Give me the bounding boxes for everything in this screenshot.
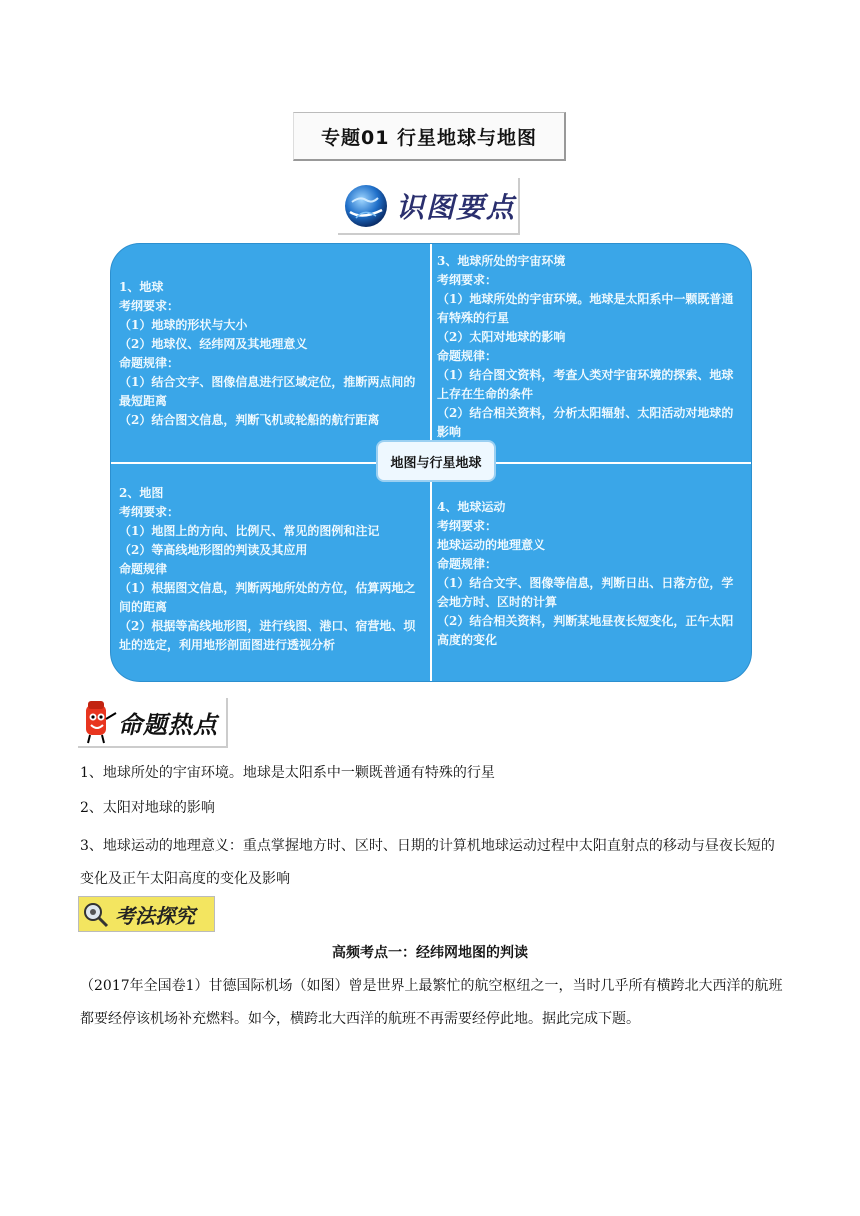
requirement-item: （2）太阳对地球的影响 bbox=[437, 330, 566, 344]
exam-method-badge bbox=[78, 896, 215, 932]
quadrant-earth bbox=[119, 278, 419, 430]
requirement-item: （2）地球仪、经纬网及其地理意义 bbox=[119, 337, 308, 351]
rule-item: （2）结合相关资料，分析太阳辐射、太阳活动对地球的影响 bbox=[437, 406, 734, 439]
requirement-item: （2）等高线地形图的判读及其应用 bbox=[119, 543, 308, 557]
magnifier-icon bbox=[81, 900, 109, 928]
quadrant-title: 3、地球所处的宇宙环境 bbox=[437, 254, 566, 268]
map-points-badge bbox=[338, 178, 520, 235]
quadrant-title: 4、地球运动 bbox=[437, 500, 506, 514]
hot-topics-badge bbox=[78, 698, 228, 748]
quadrant-title: 2、地图 bbox=[119, 486, 164, 500]
mind-map-center-node: 地图与行星地球 bbox=[376, 440, 496, 482]
mascot-icon bbox=[78, 699, 118, 745]
hot-topics-label: 命题热点 bbox=[118, 709, 218, 739]
quadrant-title: 1、地球 bbox=[119, 280, 164, 294]
rule-item: （2）结合相关资料，判断某地昼夜长短变化，正午太阳高度的变化 bbox=[437, 614, 734, 647]
quadrant-earth-motion bbox=[437, 498, 739, 650]
requirement-label: 考纲要求： bbox=[119, 505, 180, 519]
rule-item: （1）结合图文资料，考查人类对宇宙环境的探索、地球上存在生命的条件 bbox=[437, 368, 734, 401]
requirement-item: 地球运动的地理意义 bbox=[437, 538, 546, 552]
rule-item: （1）结合文字、图像信息进行区域定位，推断两点间的最短距离 bbox=[119, 375, 416, 408]
quadrant-maps bbox=[119, 484, 419, 655]
requirement-item: （1）地球的形状与大小 bbox=[119, 318, 248, 332]
globe-icon bbox=[342, 182, 390, 230]
page-title: 专题01 行星地球与地图 bbox=[293, 112, 566, 161]
rule-item: （2）根据等高线地形图，进行线图、港口、宿营地、坝址的选定，利用地形剖面图进行透视分析 bbox=[119, 619, 416, 652]
rule-item: （2）结合图文信息，判断飞机或轮船的航行距离 bbox=[119, 413, 380, 427]
hot-topic-item: 3、地球运动的地理意义：重点掌握地方时、区时、日期的计算机地球运动过程中太阳直射点的移动与昼夜长短的变化及正午太阳高度的变化及影响 bbox=[80, 838, 775, 887]
hot-topic-item: 2、太阳对地球的影响 bbox=[80, 800, 215, 816]
rule-label: 命题规律 bbox=[119, 562, 168, 576]
section-heading: 高频考点一：经纬网地图的判读 bbox=[332, 945, 528, 961]
requirement-label: 考纲要求： bbox=[437, 519, 498, 533]
map-points-label: 识图要点 bbox=[396, 190, 517, 224]
rule-label: 命题规律： bbox=[437, 557, 498, 571]
rule-label: 命题规律： bbox=[437, 349, 498, 363]
rule-item: （1）结合文字、图像等信息，判断日出、日落方位，学会地方时、区时的计算 bbox=[437, 576, 734, 609]
requirement-label: 考纲要求： bbox=[119, 299, 180, 313]
rule-label: 命题规律： bbox=[119, 356, 180, 370]
requirement-item: （1）地球所处的宇宙环境。地球是太阳系中一颗既普通有特殊的行星 bbox=[437, 292, 734, 325]
question-text: （2017年全国卷1）甘德国际机场（如图）曾是世界上最繁忙的航空枢纽之一，当时几乎所有横跨北大西洋的航班都要经停该机场补充燃料。如今，横跨北大西洋的航班不再需要经停此地。据此完成下题。 bbox=[80, 978, 783, 1027]
rule-item: （1）根据图文信息，判断两地所处的方位，估算两地之间的距离 bbox=[119, 581, 416, 614]
requirement-label: 考纲要求： bbox=[437, 273, 498, 287]
requirement-item: （1）地图上的方向、比例尺、常见的图例和注记 bbox=[119, 524, 380, 538]
exam-method-label: 考法探究 bbox=[115, 903, 195, 928]
hot-topic-item: 1、地球所处的宇宙环境。地球是太阳系中一颗既普通有特殊的行星 bbox=[80, 765, 495, 781]
mind-map bbox=[110, 243, 752, 682]
quadrant-cosmic-environment bbox=[437, 252, 739, 442]
